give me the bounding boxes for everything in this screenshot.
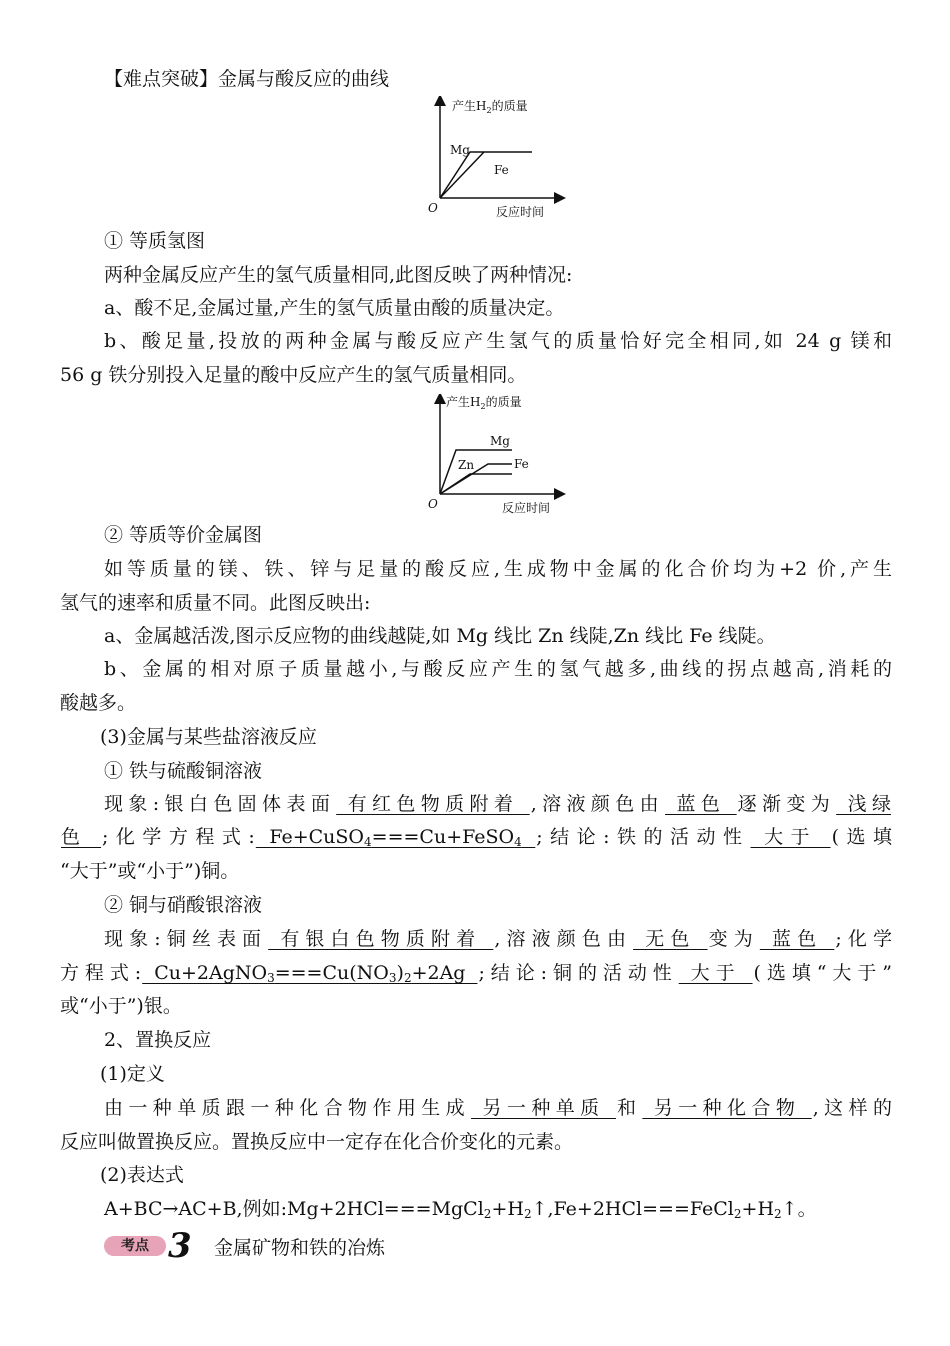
answer-blank: 有红色物质附着: [336, 793, 530, 815]
sub2-line1: 现象:铜丝表面 有银白色物质附着 ,溶液颜色由 无色 变为 蓝色 ;化学: [104, 928, 892, 950]
origin-label: O: [428, 497, 438, 511]
expression-title: (2)表达式: [100, 1164, 184, 1186]
definition-line2: 反应叫做置换反应。置换反应中一定存在化合价变化的元素。: [60, 1131, 574, 1153]
definition-title: (1)定义: [100, 1063, 165, 1085]
mg-curve: [440, 152, 532, 198]
kaodian-badge: [104, 1226, 200, 1266]
mg-label: Mg: [490, 434, 510, 448]
y-axis-label: 产生$H_2$的质量: [452, 99, 528, 115]
x-axis-label: 反应时间: [496, 205, 545, 219]
answer-blank: 大于: [750, 826, 831, 848]
item2-intro-line1: 如等质量的镁、铁、锌与足量的酸反应,生成物中金属的化合价均为+2 价,产生: [104, 558, 892, 580]
origin-label: O: [428, 201, 438, 215]
section-heading: 【难点突破】金属与酸反应的曲线: [104, 68, 390, 90]
sub1-line3: “大于”或“小于”)铜。: [60, 860, 240, 882]
x-axis-label: 反应时间: [502, 501, 551, 515]
fe-label: Fe: [494, 163, 509, 177]
sub1-line2: 色 ;化学方程式: Fe+CuSO$_4$===Cu+FeSO$_4$ ;结论:铁的活动性 大于 (选填: [61, 826, 892, 849]
item1-b-line2: 56 g 铁分别投入足量的酸中反应产生的氢气质量相同。: [60, 364, 527, 386]
section2-title: 2、置换反应: [104, 1029, 212, 1051]
part3-title: (3)金属与某些盐溶液反应: [100, 726, 317, 748]
answer-blank: 蓝色: [665, 793, 737, 815]
item2-title: ② 等质等价金属图: [104, 524, 263, 546]
answer-blank: 另一种单质: [471, 1097, 616, 1119]
fe-label: Fe: [514, 457, 529, 471]
answer-blank: 大于: [678, 962, 753, 984]
answer-blank: 蓝色: [759, 928, 835, 950]
item2-b-line2: 酸越多。: [60, 692, 137, 714]
answer-blank: 浅绿: [836, 793, 891, 815]
item1-a: a、酸不足,金属过量,产生的氢气质量由酸的质量决定。: [104, 297, 565, 319]
kaodian-tag: 考点: [104, 1236, 166, 1256]
item1-b-line1: b、酸足量,投放的两种金属与酸反应产生氢气的质量恰好完全相同,如 24 g 镁和: [104, 330, 892, 352]
answer-blank: 无色: [633, 928, 708, 950]
sub2-line3: 或“小于”)银。: [60, 995, 182, 1017]
equation-blank: $Cu+2AgNO_3===Cu(NO_3)_2+2Ag$: [142, 962, 478, 985]
zn-label: Zn: [458, 458, 475, 472]
fe-curve: [440, 464, 512, 494]
item2-b-line1: b、金属的相对原子质量越小,与酸反应产生的氢气越多,曲线的拐点越高,消耗的: [104, 658, 892, 680]
sub1-title: ① 铁与硫酸铜溶液: [104, 760, 263, 782]
equation-blank: Fe+CuSO$_4$===Cu+FeSO$_4$: [255, 826, 522, 849]
definition-line1: 由一种单质跟一种化合物作用生成 另一种单质 和 另一种化合物 ,这样的: [104, 1097, 892, 1119]
figure-equal-hydrogen: [426, 96, 566, 220]
figure-equal-valence: [426, 394, 566, 516]
sub2-title: ② 铜与硝酸银溶液: [104, 894, 263, 916]
item1-title: ① 等质氢图: [104, 230, 206, 252]
item2-a: a、金属越活泼,图示反应物的曲线越陡,如 Mg 线比 Zn 线陡,Zn 线比 Fe 线陡。: [104, 625, 776, 647]
answer-blank: 色: [61, 826, 102, 848]
item2-intro-line2: 氢气的速率和质量不同。此图反映出:: [60, 592, 371, 614]
sub1-line1: 现象:银白色固体表面 有红色物质附着 ,溶液颜色由 蓝色 逐渐变为 浅绿: [104, 793, 891, 815]
answer-blank: 有银白色物质附着: [268, 928, 494, 950]
kaodian-title: 金属矿物和铁的冶炼: [214, 1237, 386, 1259]
expression-line: A+BC→AC+B,例如$:Mg+2HCl===MgCl_2+H_2↑,Fe+2HCl===FeCl_2+H_2↑$。: [104, 1198, 817, 1221]
item1-intro: 两种金属反应产生的氢气质量相同,此图反映了两种情况:: [104, 264, 573, 286]
zn-curve: [440, 474, 512, 494]
y-axis-label: 产生$H_2$的质量: [446, 395, 522, 411]
kaodian-number: 3: [168, 1226, 192, 1266]
fe-curve: [440, 152, 484, 198]
sub2-line2: 方程式: $Cu+2AgNO_3===Cu(NO_3)_2+2Ag$ ;结论:铜的活动性 大于 (选填“大于”: [60, 962, 892, 985]
answer-blank: 另一种化合物: [642, 1097, 812, 1119]
mg-label: Mg: [450, 143, 470, 157]
